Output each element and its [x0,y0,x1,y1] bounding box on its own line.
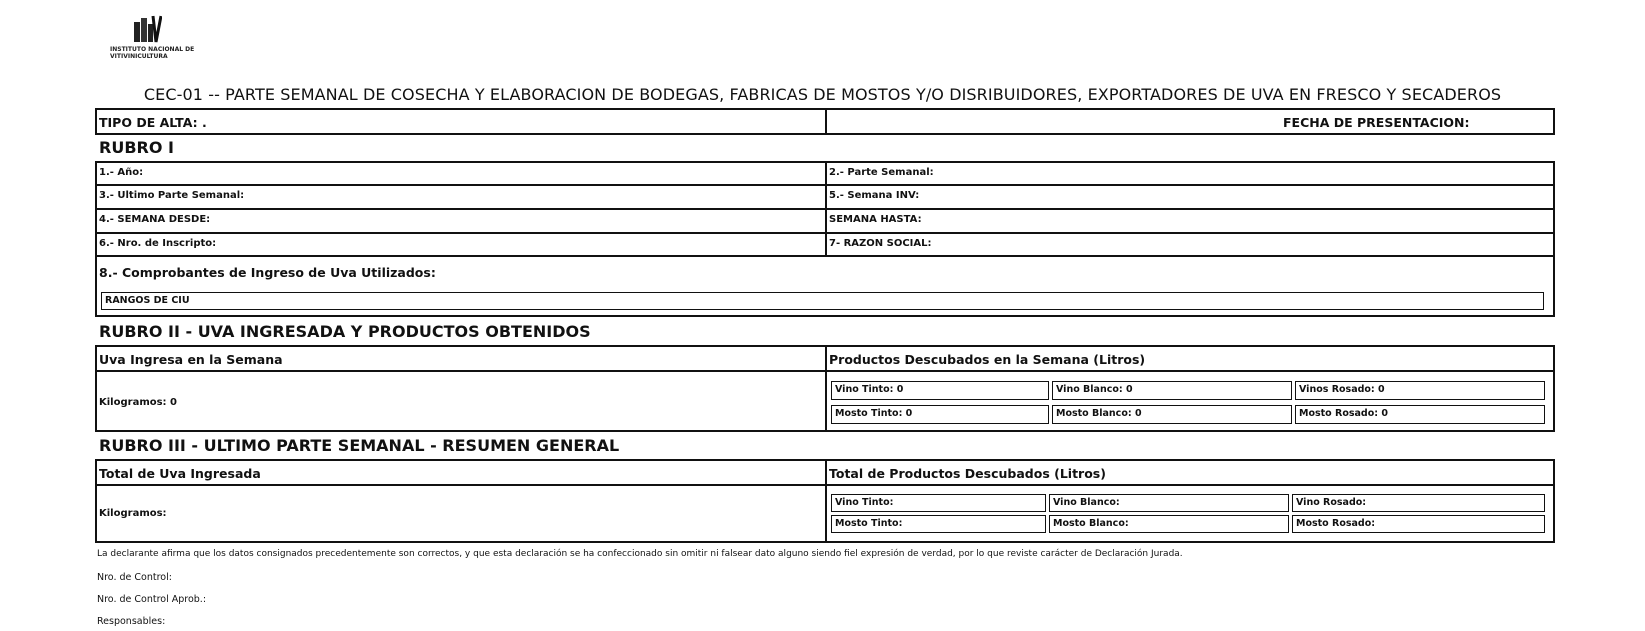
vino-blanco-field: Vino Blanco: 0 [1052,381,1292,400]
row-divider [95,232,1555,234]
comprobantes-label: 8.- Comprobantes de Ingreso de Uva Utilizados: [99,265,436,280]
inv-logo [110,14,195,64]
row-divider [95,208,1555,210]
semana-desde-label: 4.- SEMANA DESDE: [99,214,211,225]
uva-ingresa-header: Uva Ingresa en la Semana [99,352,283,367]
semana-inv-label: 5.- Semana INV: [829,190,920,201]
nro-inscripto-label: 6.- Nro. de Inscripto: [99,238,217,249]
row-divider [95,184,1555,186]
vinos-rosado-field: Vinos Rosado: 0 [1295,381,1545,400]
logo-icon [132,14,162,44]
total-mosto-blanco-field: Mosto Blanco: [1049,515,1289,533]
razon-social-label: 7- RAZON SOCIAL: [829,238,932,249]
parte-semanal-label: 2.- Parte Semanal: [829,167,934,178]
total-vino-blanco-field: Vino Blanco: [1049,494,1289,512]
tipo-alta-label: TIPO DE ALTA: . [99,115,207,130]
mosto-rosado-field: Mosto Rosado: 0 [1295,405,1545,424]
rubro-3-divider [825,459,827,543]
ultimo-parte-label: 3.- Ultimo Parte Semanal: [99,190,245,201]
mosto-tinto-field: Mosto Tinto: 0 [831,405,1049,424]
total-mosto-tinto-field: Mosto Tinto: [831,515,1046,533]
nro-control-aprob-label: Nro. de Control Aprob.: [97,594,207,605]
rubro-2-title: RUBRO II - UVA INGRESADA Y PRODUCTOS OBTENIDOS [99,322,591,341]
form-title: CEC-01 -- PARTE SEMANAL DE COSECHA Y ELABORACION DE BODEGAS, FABRICAS DE MOSTOS Y/O DISRIBUIDORES, EXPORTADORES DE UVA EN FRESCO Y SECADEROS [143,85,1502,104]
kilogramos-value: Kilogramos: 0 [99,397,177,408]
row-divider [95,484,1555,486]
total-vino-tinto-field: Vino Tinto: [831,494,1046,512]
logo-text: INSTITUTO NACIONAL DE VITIVINICULTURA [110,46,195,60]
declaracion-jurada-text: La declarante afirma que los datos consignados precedentemente son correctos, y que esta declaración se ha confeccionado sin omitir ni falsear dato alguno siendo fiel expresión de verdad, por lo que reviste carácter de Declaración Jurada. [97,549,1183,559]
productos-header: Productos Descubados en la Semana (Litros) [829,352,1146,367]
nro-control-label: Nro. de Control: [97,572,172,583]
rubro-1-title: RUBRO I [99,138,174,157]
anio-label: 1.- Año: [99,167,144,178]
fecha-presentacion-label: FECHA DE PRESENTACION: [1283,115,1470,130]
semana-hasta-label: SEMANA HASTA: [829,214,922,225]
header-divider [825,108,827,135]
mosto-blanco-field: Mosto Blanco: 0 [1052,405,1292,424]
total-productos-header: Total de Productos Descubados (Litros) [829,466,1106,481]
responsables-label: Responsables: [97,616,166,627]
total-vino-rosado-field: Vino Rosado: [1292,494,1545,512]
rubro-3-title: RUBRO III - ULTIMO PARTE SEMANAL - RESUMEN GENERAL [99,436,620,455]
vino-tinto-field: Vino Tinto: 0 [831,381,1049,400]
total-kilogramos-label: Kilogramos: [99,508,167,519]
total-uva-header: Total de Uva Ingresada [99,466,261,481]
row-divider [95,370,1555,372]
rangos-ciu-field: RANGOS DE CIU [101,292,1544,310]
rubro-2-divider [825,345,827,432]
total-mosto-rosado-field: Mosto Rosado: [1292,515,1545,533]
